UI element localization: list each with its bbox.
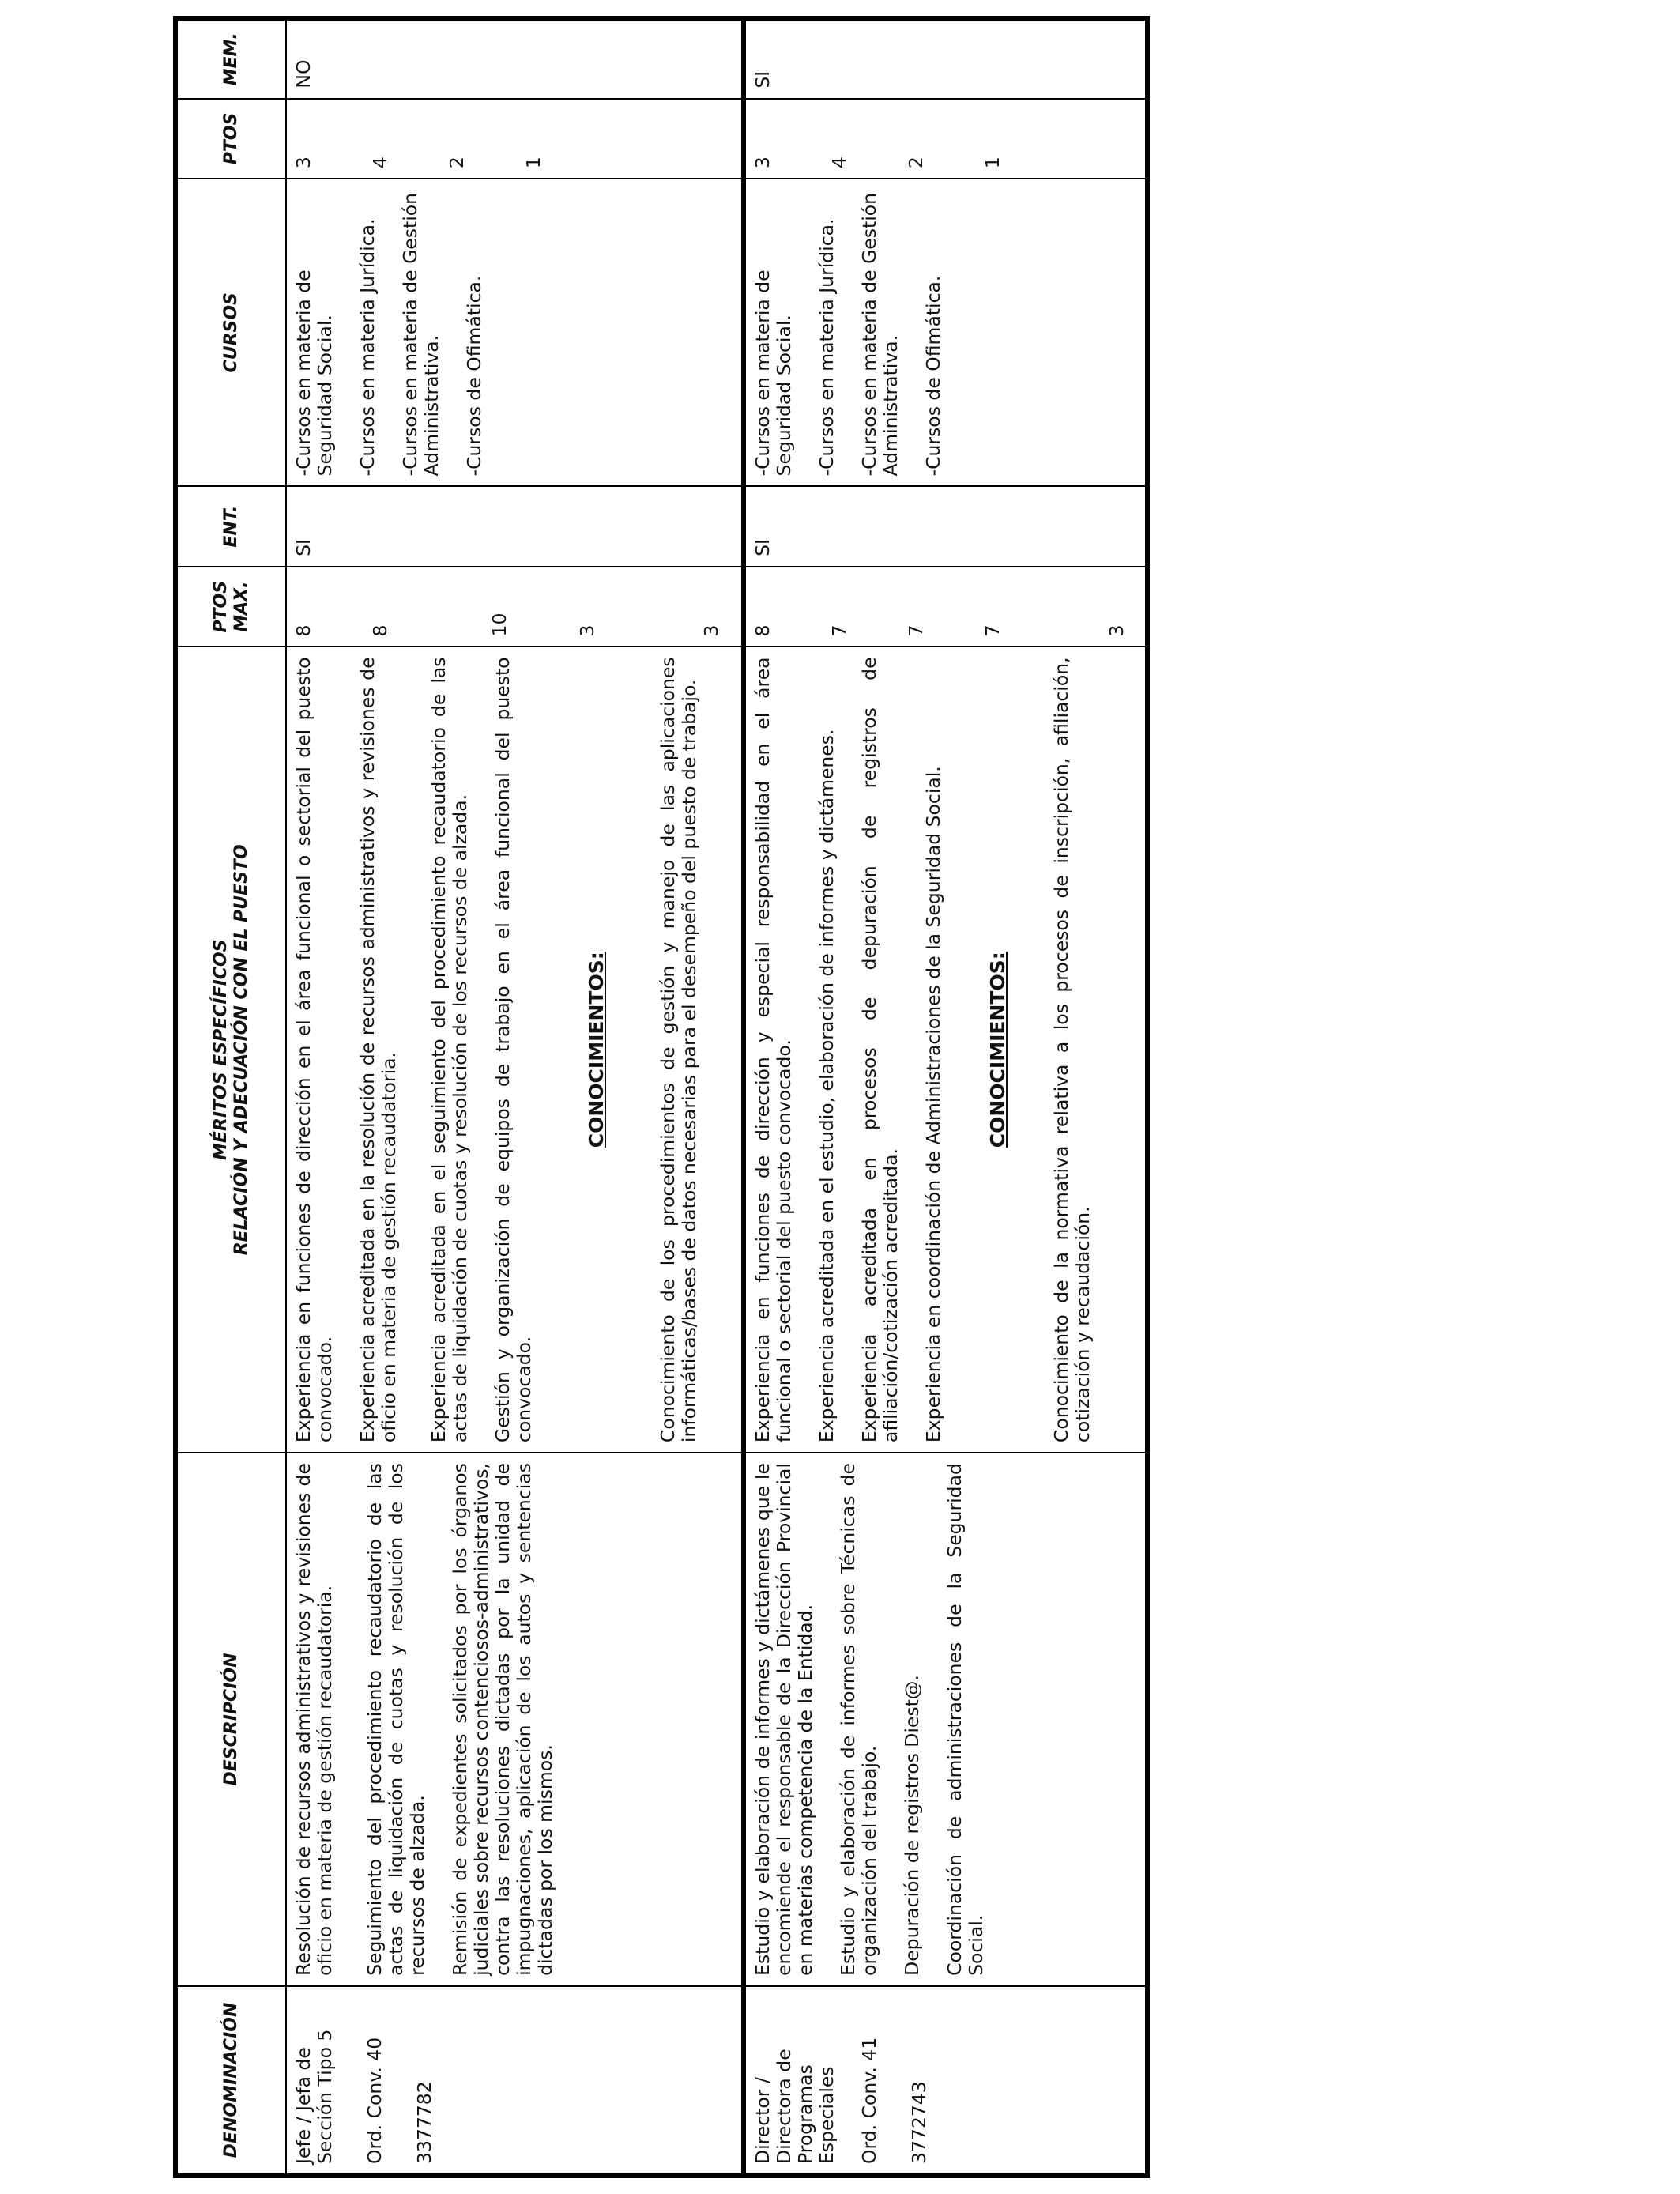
cell-cursos (744, 179, 1147, 486)
ent-value: SI (751, 539, 774, 556)
curso-item: -Cursos de Ofimática. (922, 275, 945, 477)
denominacion-code: 3772743 (908, 2081, 931, 2164)
header-mem: MEM. (175, 18, 286, 99)
merito-item: Experiencia acreditada en la resolución de recursos administrativos y revisiones de oficio en materia de gestión recaudatoria. (356, 657, 400, 1443)
mem-value: SI (751, 70, 774, 89)
curso-item: -Cursos en materia de Gestión Administrativa. (858, 192, 902, 477)
cell-meritos (286, 647, 744, 1453)
descripcion-item: Resolución de recursos administrativos y revisiones de oficio en materia de gestión recaudatoria. (292, 1463, 336, 1976)
cell-ptos (744, 99, 1147, 179)
header-cursos: CURSOS (175, 179, 286, 486)
denominacion-conv: Ord. Conv. 41 (858, 2037, 881, 2164)
ptos-max-value: 10 (488, 613, 510, 637)
conocimientos-heading: CONOCIMIENTOS: (986, 952, 1010, 1148)
descripcion-item: Estudio y elaboración de informes sobre Técnicas de organización del trabajo. (837, 1463, 881, 1976)
conocimientos-text: Conocimiento de los procedimientos de gestión y manejo de las aplicaciones informáticas/bases de datos necesarias para el desempeño del puesto de trabajo. (657, 657, 700, 1443)
cell-ent (286, 486, 744, 567)
cell-denominacion (286, 1986, 744, 2176)
header-ptos-max-line2: MAX. (232, 581, 251, 632)
cell-denominacion (744, 1986, 1147, 2176)
cell-descripcion (744, 1453, 1147, 1986)
descripcion-item: Remisión de expedientes solicitados por los órganos judiciales sobre recursos contenciosos-administrativos, contra las resoluciones dictadas por la unidad de impugnaciones, aplicación de los autos y sentencias dictadas por los mismos. (449, 1463, 556, 1976)
ptos-value: 2 (446, 156, 468, 169)
ptos-value: 3 (292, 156, 315, 169)
header-descripcion: DESCRIPCIÓN (175, 1453, 286, 1986)
curso-item: -Cursos de Ofimática. (463, 275, 485, 477)
ptos-value: 1 (981, 156, 1004, 169)
merito-item: Experiencia acreditada en el estudio, elaboración de informes y dictámenes. (816, 729, 838, 1443)
merito-item: Experiencia en coordinación de Administraciones de la Seguridad Social. (922, 766, 945, 1443)
denominacion-code: 3377782 (413, 2081, 435, 2164)
ptos-max-value: 8 (751, 624, 774, 637)
mem-value: NO (292, 59, 315, 89)
ptos-value: 4 (828, 156, 851, 169)
descripcion-item: Depuración de registros Diest@. (901, 1675, 924, 1976)
ptos-max-value: 8 (292, 624, 315, 637)
denominacion-title: Jefe / Jefa de Sección Tipo 5 (292, 2029, 336, 2164)
header-ptos-max (175, 567, 286, 647)
header-denominacion: DENOMINACIÓN (175, 1986, 286, 2176)
ptos-max-value: 7 (905, 624, 928, 637)
curso-item: -Cursos en materia de Seguridad Social. (751, 270, 796, 477)
merito-item: Experiencia en funciones de dirección y especial responsabilidad en el área funcional o sectorial del puesto convocado. (751, 657, 796, 1443)
header-ptos: PTOS (175, 99, 286, 179)
table-row (744, 18, 1147, 2176)
denominacion-title: Director / Directora de Programas Especiales (751, 2049, 838, 2164)
ptos-max-value: 8 (369, 624, 391, 637)
merito-item: Experiencia en funciones de dirección en el área funcional o sectorial del puesto convocado. (292, 657, 336, 1443)
curso-item: -Cursos en materia Jurídica. (816, 218, 838, 477)
conocimientos-heading: CONOCIMIENTOS: (585, 952, 608, 1148)
merito-item: Experiencia acreditada en el seguimiento del procedimiento recaudatorio de las actas de liquidación de cuotas y resolución de los recursos de alzada. (428, 657, 471, 1443)
ptos-max-value: 7 (828, 624, 851, 637)
ptos-value: 4 (369, 156, 391, 169)
header-ptos-max-line1: PTOS (211, 580, 231, 633)
descripcion-item: Coordinación de administraciones de la Seguridad Social. (944, 1463, 988, 1976)
ptos-value: 1 (522, 156, 544, 169)
ptos-max-value: 7 (981, 624, 1004, 637)
cell-mem (286, 18, 744, 99)
ptos-max-value: 3 (576, 624, 598, 637)
cell-descripcion (286, 1453, 744, 1986)
header-meritos-line2: RELACIÓN Y ADECUACIÓN CON EL PUESTO (232, 844, 251, 1256)
cell-ptos (286, 99, 744, 179)
header-ent: ENT. (175, 486, 286, 567)
ptos-max-conoc-value: 3 (700, 624, 722, 637)
cell-meritos (744, 647, 1147, 1453)
cell-cursos (286, 179, 744, 486)
ptos-value: 3 (751, 156, 774, 169)
header-meritos (175, 647, 286, 1453)
curso-item: -Cursos en materia de Seguridad Social. (292, 270, 336, 477)
conocimientos-text: Conocimiento de la normativa relativa a los procesos de inscripción, afiliación, cotización y recaudación. (1050, 657, 1094, 1443)
cell-mem (744, 18, 1147, 99)
descripcion-item: Seguimiento del procedimiento recaudatorio de las actas de liquidación de cuotas y resolución de los recursos de alzada. (363, 1463, 428, 1976)
cell-ptos-max (744, 567, 1147, 647)
ptos-max-conoc-value: 3 (1106, 624, 1128, 637)
descripcion-item: Estudio y elaboración de informes y dictámenes que le encomiende el responsable de la Dirección Provincial en materias competencia de la Entidad. (751, 1463, 817, 1976)
ptos-value: 2 (905, 156, 928, 169)
merits-table (173, 16, 1150, 2178)
ent-value: SI (292, 539, 315, 556)
merito-item: Experiencia acreditada en procesos de depuración de registros de afiliación/cotización acreditada. (858, 657, 902, 1443)
denominacion-conv: Ord. Conv. 40 (363, 2037, 386, 2164)
table-row (286, 18, 744, 2176)
curso-item: -Cursos en materia Jurídica. (356, 218, 379, 477)
header-row (175, 18, 286, 2176)
curso-item: -Cursos en materia de Gestión Administrativa. (399, 192, 443, 477)
rotated-table-container (173, 16, 1150, 2178)
merito-item: Gestión y organización de equipos de trabajo en el área funcional del puesto convocado. (492, 657, 535, 1443)
cell-ptos-max (286, 567, 744, 647)
cell-ent (744, 486, 1147, 567)
header-meritos-line1: MÉRITOS ESPECÍFICOS (211, 939, 231, 1161)
